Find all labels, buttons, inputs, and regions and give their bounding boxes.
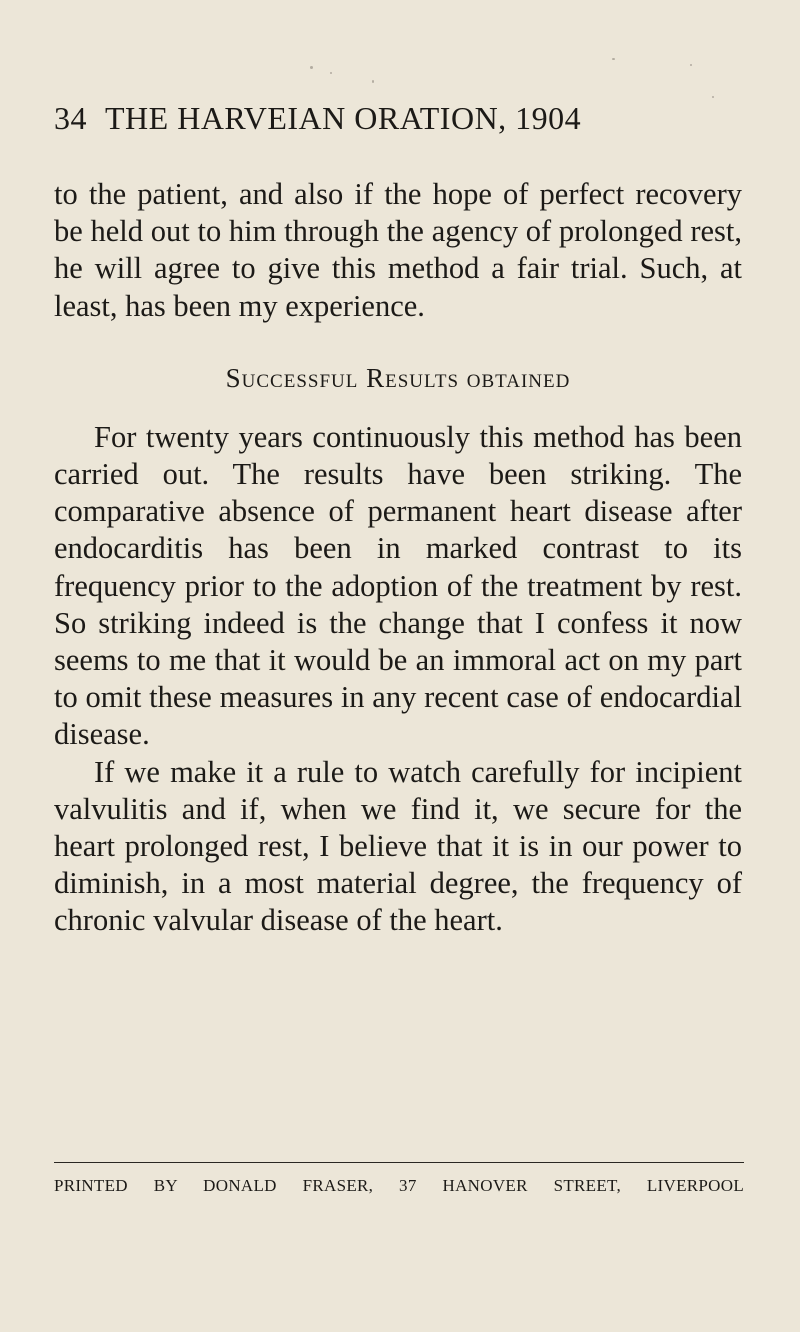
- paragraph-conclusion: If we make it a rule to watch carefully for incipient valvulitis and if, when we find it, we secure for the heart prolonged rest, I believe that it is in our power to diminish, in a most material degree, the frequency of chronic valvular disease of the heart.: [54, 754, 742, 938]
- paper-speck: [372, 80, 374, 83]
- section-heading: Successful Results obtained: [225, 362, 571, 393]
- page-number: 34: [54, 100, 87, 136]
- paragraph-continuation: to the patient, and also if the hope of perfect recovery be held out to him through the agency of prolonged rest, he will agree to give this method a fair trial. Such, at least, has been my experience.: [54, 177, 742, 323]
- paper-speck: [310, 66, 313, 69]
- paper-speck: [330, 72, 332, 74]
- paper-speck: [712, 96, 714, 98]
- paper-speck: [690, 64, 692, 66]
- paper-speck: [612, 58, 615, 60]
- footer-rule: [54, 1162, 744, 1163]
- running-head-title: THE HARVEIAN ORATION, 1904: [105, 100, 582, 136]
- running-head: [54, 98, 674, 138]
- paragraph-results: For twenty years continuously this method has been carried out. The results have been striking. The comparative absence of permanent heart disease after endocarditis has been in marked contrast to its frequency prior to the adoption of the treatment by rest. So striking indeed is the change that I confess it now seems to me that it would be an immoral act on my part to omit these measures in any recent case of endocardial disease.: [54, 419, 742, 752]
- body-text: [54, 176, 742, 940]
- printer-imprint: PRINTED BY DONALD FRASER, 37 HANOVER STREET, LIVERPOOL: [54, 1176, 744, 1195]
